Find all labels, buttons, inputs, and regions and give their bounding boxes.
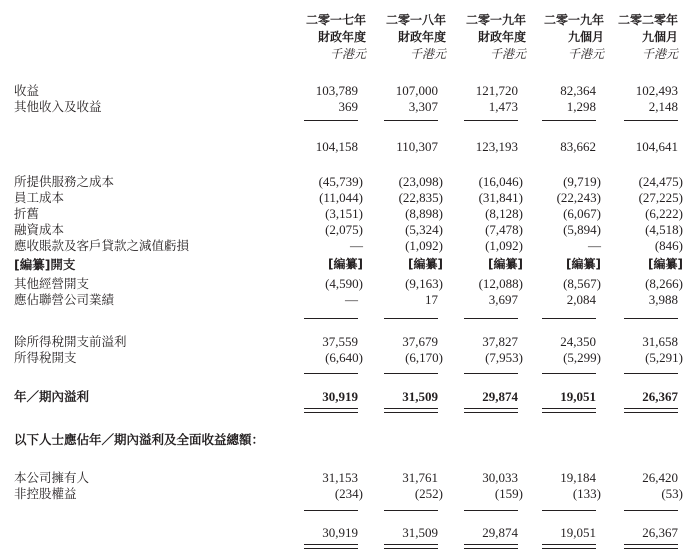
total-double-rule (624, 408, 678, 413)
cell-value: 29,874 (482, 525, 518, 540)
cell-value: 2,148 (648, 99, 678, 114)
cell-value: 107,000 (395, 83, 438, 98)
row-label: [編纂]開支 (14, 257, 76, 272)
table-row (0, 83, 683, 98)
table-row (0, 257, 683, 272)
total-double-rule (464, 544, 518, 549)
cell-value: (234) (334, 486, 363, 501)
column-header (294, 12, 366, 63)
cell-value: 37,679 (402, 334, 438, 349)
column-header-period: 財政年度 (477, 30, 526, 44)
cell-value: 30,919 (322, 525, 358, 540)
cell-value: (846) (654, 238, 683, 253)
subtotal-rule (624, 120, 678, 121)
cell-value: 110,307 (396, 139, 438, 154)
table-row (0, 470, 683, 485)
cell-value: (53) (661, 486, 683, 501)
table-row (0, 334, 683, 349)
cell-value: (3,151) (325, 206, 363, 221)
cell-value: 3,307 (408, 99, 438, 114)
subtotal-rule (464, 120, 518, 121)
table-row (0, 350, 683, 365)
cell-value: [編纂] (488, 257, 523, 271)
cell-value: (133) (572, 486, 601, 501)
row-label: 融資成本 (14, 222, 65, 237)
table-row (0, 292, 683, 307)
cell-value: (8,898) (405, 206, 443, 221)
total-double-rule (304, 408, 358, 413)
cell-value: 19,184 (560, 470, 596, 485)
cell-value: 83,662 (560, 139, 596, 154)
column-header-year: 二零一九年 (465, 13, 526, 27)
subtotal-rule (624, 373, 678, 374)
cell-value: (6,067) (563, 206, 601, 221)
subtotal-rule (384, 120, 438, 121)
column-header-period: 財政年度 (317, 30, 366, 44)
cell-value: 26,367 (642, 389, 678, 404)
subtotal-rule (542, 120, 596, 121)
cell-value: (7,953) (485, 350, 523, 365)
cell-value: [編纂] (408, 257, 443, 271)
cell-value: (5,291) (645, 350, 683, 365)
subtotal-rule (624, 318, 678, 319)
row-label: 所提供服務之成本 (14, 174, 115, 189)
cell-value: 123,193 (475, 139, 518, 154)
cell-value: (5,324) (405, 222, 443, 237)
cell-value: (45,739) (318, 174, 363, 189)
cell-value: 82,364 (560, 83, 596, 98)
row-label: 本公司擁有人 (14, 470, 90, 485)
cell-value: (27,225) (638, 190, 683, 205)
column-header-unit: 千港元 (409, 47, 446, 61)
column-header-unit: 千港元 (489, 47, 526, 61)
cell-value: 121,720 (475, 83, 518, 98)
table-row (0, 99, 683, 114)
cell-value: 2,084 (566, 292, 596, 307)
column-header-period: 九個月 (641, 30, 678, 44)
subtotal-rule (384, 510, 438, 511)
total-double-rule (384, 408, 438, 413)
column-header (374, 12, 446, 63)
cell-value: 17 (425, 292, 438, 307)
cell-value: 31,658 (642, 334, 678, 349)
cell-value: (1,092) (405, 238, 443, 253)
cell-value: (22,835) (398, 190, 443, 205)
column-header (606, 12, 678, 63)
column-header-period: 九個月 (567, 30, 604, 44)
row-label: 員工成本 (14, 190, 65, 205)
column-header-unit: 千港元 (641, 47, 678, 61)
cell-value: — (588, 238, 601, 253)
cell-value: 31,509 (402, 525, 438, 540)
table-row (0, 222, 683, 237)
cell-value: 1,298 (566, 99, 596, 114)
row-label: 年／期內溢利 (14, 389, 90, 404)
subtotal-rule (542, 510, 596, 511)
row-label: 非控股權益 (14, 486, 77, 501)
cell-value: — (350, 238, 363, 253)
cell-value: — (345, 292, 358, 307)
cell-value: (7,478) (485, 222, 523, 237)
cell-value: 19,051 (560, 525, 596, 540)
cell-value: (9,163) (405, 276, 443, 291)
column-header-year: 二零二零年 (617, 13, 678, 27)
cell-value: 24,350 (560, 334, 596, 349)
cell-value: 3,988 (648, 292, 678, 307)
table-row (0, 238, 683, 253)
table-row (0, 206, 683, 221)
column-header-period: 財政年度 (397, 30, 446, 44)
cell-value: (23,098) (398, 174, 443, 189)
cell-value: (252) (414, 486, 443, 501)
total-double-rule (624, 544, 678, 549)
total-double-rule (304, 544, 358, 549)
cell-value: [編纂] (328, 257, 363, 271)
cell-value: (8,266) (645, 276, 683, 291)
cell-value: (6,640) (325, 350, 363, 365)
cell-value: 104,641 (635, 139, 678, 154)
cell-value: (8,567) (563, 276, 601, 291)
cell-value: (6,170) (405, 350, 443, 365)
cell-value: 30,919 (322, 389, 358, 404)
column-header-year: 二零一七年 (305, 13, 366, 27)
cell-value: (16,046) (478, 174, 523, 189)
cell-value: 103,789 (315, 83, 358, 98)
column-header-year: 二零一九年 (543, 13, 604, 27)
total-double-rule (542, 408, 596, 413)
table-row (0, 276, 683, 291)
row-label: 折舊 (14, 206, 40, 221)
total-row (0, 525, 683, 540)
cell-value: (31,841) (478, 190, 523, 205)
cell-value: [編纂] (648, 257, 683, 271)
row-label: 其他經營開支 (14, 276, 90, 291)
subtotal-rule (624, 510, 678, 511)
subtotal-rule (542, 373, 596, 374)
cell-value: (1,092) (485, 238, 523, 253)
cell-value: 31,153 (322, 470, 358, 485)
cell-value: 26,367 (642, 525, 678, 540)
subtotal-rule (384, 318, 438, 319)
cell-value: 19,051 (560, 389, 596, 404)
row-label: 應佔聯營公司業績 (14, 292, 115, 307)
cell-value: (9,719) (563, 174, 601, 189)
cell-value: 31,509 (402, 389, 438, 404)
row-label: 其他收入及收益 (14, 99, 102, 114)
cell-value: (11,044) (319, 190, 363, 205)
column-header (532, 12, 604, 63)
cell-value: (8,128) (485, 206, 523, 221)
row-label: 收益 (14, 83, 40, 98)
cell-value: 29,874 (482, 389, 518, 404)
total-double-rule (384, 544, 438, 549)
column-header-unit: 千港元 (567, 47, 604, 61)
cell-value: (5,299) (563, 350, 601, 365)
subtotal-rule (464, 510, 518, 511)
subtotal-rule (384, 373, 438, 374)
cell-value: 31,761 (402, 470, 438, 485)
cell-value: (6,222) (645, 206, 683, 221)
cell-value: 3,697 (488, 292, 518, 307)
cell-value: 1,473 (488, 99, 518, 114)
total-double-rule (542, 544, 596, 549)
subtotal-rule (304, 120, 358, 121)
cell-value: (4,590) (325, 276, 363, 291)
column-header (454, 12, 526, 63)
cell-value: (24,475) (638, 174, 683, 189)
subtotal-row (0, 139, 683, 154)
cell-value: 26,420 (642, 470, 678, 485)
subtotal-rule (304, 510, 358, 511)
cell-value: (22,243) (556, 190, 601, 205)
cell-value: (159) (494, 486, 523, 501)
row-label: 除所得稅開支前溢利 (14, 334, 127, 349)
subtotal-rule (304, 318, 358, 319)
section-heading: 以下人士應佔年／期內溢利及全面收益總額： (14, 432, 265, 447)
cell-value: 104,158 (315, 139, 358, 154)
cell-value: [編纂] (566, 257, 601, 271)
subtotal-rule (464, 373, 518, 374)
row-label: 應收賬款及客戶貸款之減值虧損 (14, 238, 190, 253)
total-double-rule (464, 408, 518, 413)
subtotal-rule (464, 318, 518, 319)
cell-value: 102,493 (635, 83, 678, 98)
table-row (0, 174, 683, 189)
cell-value: (12,088) (478, 276, 523, 291)
cell-value: 37,559 (322, 334, 358, 349)
cell-value: (5,894) (563, 222, 601, 237)
total-row (0, 389, 683, 404)
subtotal-rule (304, 373, 358, 374)
table-row (0, 486, 683, 501)
subtotal-rule (542, 318, 596, 319)
cell-value: 30,033 (482, 470, 518, 485)
cell-value: 37,827 (482, 334, 518, 349)
table-row (0, 190, 683, 205)
row-label: 所得稅開支 (14, 350, 77, 365)
cell-value: (2,075) (325, 222, 363, 237)
cell-value: (4,518) (645, 222, 683, 237)
column-header-unit: 千港元 (329, 47, 366, 61)
column-header-year: 二零一八年 (385, 13, 446, 27)
cell-value: 369 (338, 99, 358, 114)
